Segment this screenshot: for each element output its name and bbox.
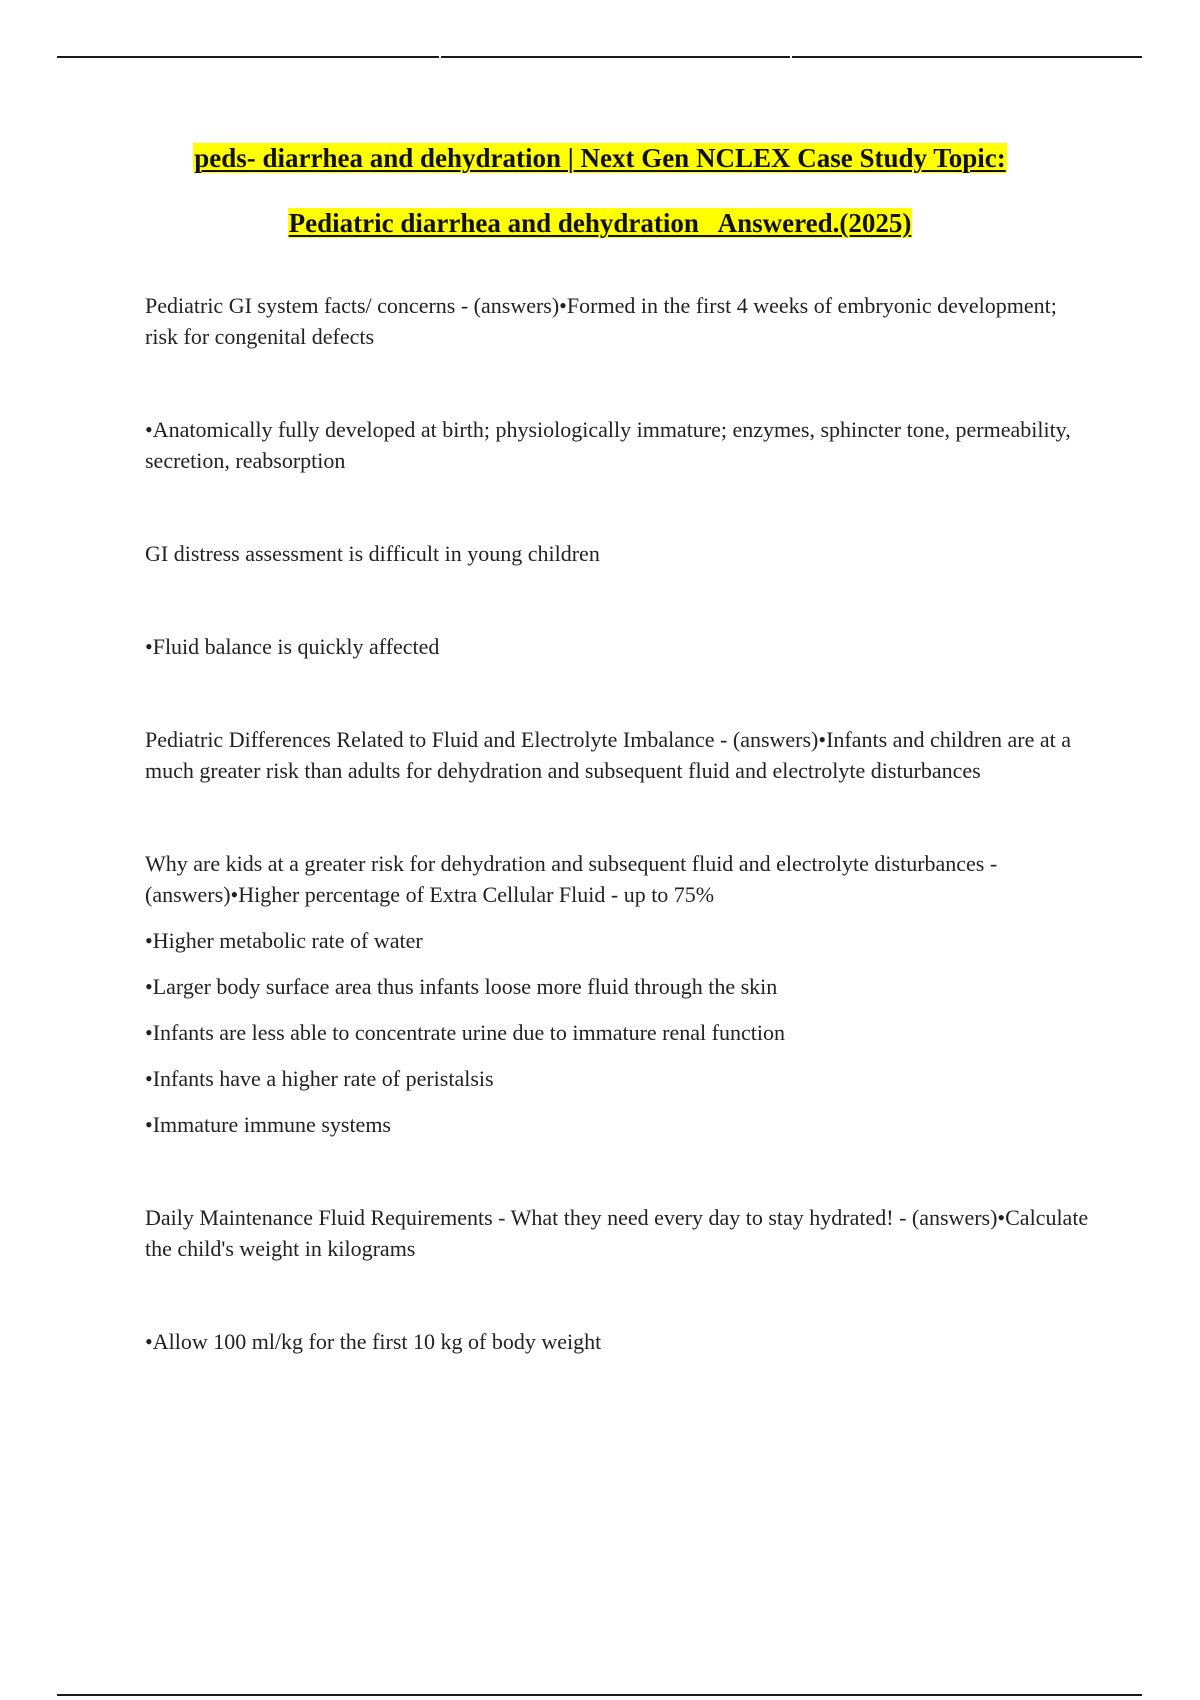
list-item-renal-function: •Infants are less able to concentrate urine due to immature renal function — [145, 1020, 785, 1045]
list-item-body-surface: •Larger body surface area thus infants loose more fluid through the skin — [145, 974, 778, 999]
title-line-2-text: Pediatric diarrhea and dehydration Answered.(2025) — [288, 208, 912, 238]
document-title — [0, 142, 1200, 239]
title-line-1-text: peds- diarrhea and dehydration | Next Gen NCLEX Case Study Topic: — [194, 143, 1006, 173]
paragraph-first-10kg: •Allow 100 ml/kg for the first 10 kg of body weight — [145, 1329, 602, 1354]
list-item-metabolic-rate: •Higher metabolic rate of water — [145, 928, 423, 953]
header-rule-left — [57, 56, 439, 58]
paragraph-maintenance-fluid: Daily Maintenance Fluid Requirements - What they need every day to stay hydrated! - (answers)•Calculate the child's weight in kilograms — [145, 1205, 1089, 1261]
footer-rule — [57, 1694, 1142, 1696]
paragraph-gi-facts: Pediatric GI system facts/ concerns - (answers)•Formed in the first 4 weeks of embryonic development; risk for congenital defects — [145, 293, 1057, 349]
header-rule-middle — [441, 56, 790, 58]
paragraph-fluid-balance: •Fluid balance is quickly affected — [145, 634, 440, 659]
list-item-peristalsis: •Infants have a higher rate of peristalsis — [145, 1066, 494, 1091]
paragraph-why-greater-risk: Why are kids at a greater risk for dehydration and subsequent fluid and electrolyte disturbances - (answers)•Higher percentage of Extra Cellular Fluid - up to 75% — [145, 851, 998, 907]
paragraph-gi-assessment: GI distress assessment is difficult in young children — [145, 541, 600, 566]
paragraph-pediatric-differences: Pediatric Differences Related to Fluid and Electrolyte Imbalance - (answers)•Infants and children are at a much greater risk than adults for dehydration and subsequent fluid and electrolyte disturbances — [145, 727, 1072, 783]
title-line-1 — [0, 142, 1200, 174]
paragraph-anatomy: •Anatomically fully developed at birth; physiologically immature; enzymes, sphincter tone, permeability, secretion, reabsorption — [145, 417, 1071, 473]
title-line-2 — [0, 207, 1200, 239]
document-body — [145, 290, 1095, 1357]
list-item-immune-systems: •Immature immune systems — [145, 1112, 391, 1137]
header-rule-right — [792, 56, 1142, 58]
